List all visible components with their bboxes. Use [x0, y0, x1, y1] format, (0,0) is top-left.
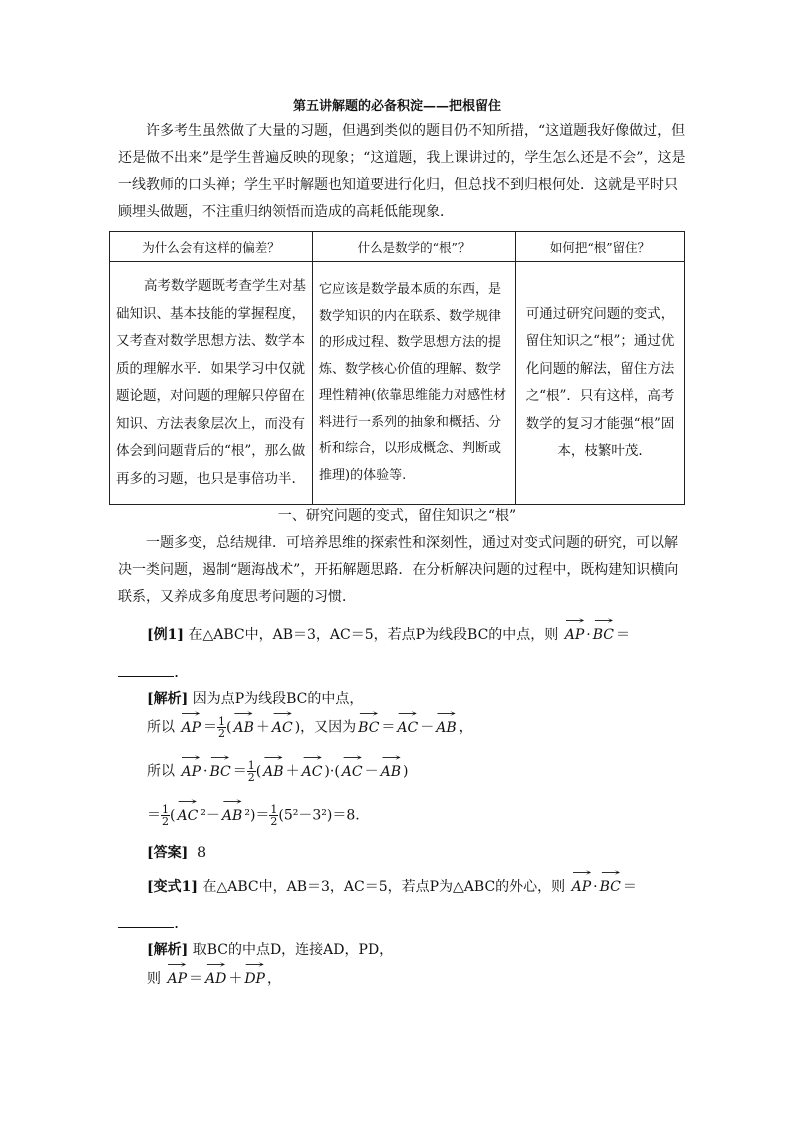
vector-bc: → BC	[356, 720, 381, 736]
answer-blank: .	[118, 662, 179, 681]
vector-ac: → AC	[395, 720, 420, 736]
analysis-line: ＝ $\frac{1}{2}$ (→ AC ²－→ AB ²)＝ $\frac{1}{2}$ (5²－3²)＝8.	[147, 804, 360, 827]
fraction-half: $\frac{1}{2}$	[247, 759, 255, 784]
table-cell: 可通过研究问题的变式，留住知识之“根”；通过优化问题的解法，留住方法之“根”．只有这样，高考数学的复习才能强“根”固本，枝繁叶茂.	[516, 262, 685, 505]
vector-ab: → AB	[379, 764, 403, 780]
vector-ap: → AP	[179, 764, 203, 780]
vector-ap: → AP	[179, 720, 203, 736]
analysis-text: 取BC的中点D，连接AD，PD，	[192, 942, 394, 958]
vector-bc: → BC	[598, 879, 623, 895]
so-text: 所以	[147, 719, 175, 736]
section-heading: 一、研究问题的变式，留住知识之“根”	[277, 508, 517, 524]
variant-text: 在△ABC中，AB＝3，AC＝5，若点P为△ABC的外心，则	[202, 879, 566, 895]
vector-bc: → BC	[591, 627, 616, 643]
analysis-tag: [解析]	[147, 942, 189, 958]
vector-ad: → AD	[203, 971, 228, 987]
example-text: 在△ABC中，AB＝3，AC＝5，若点P为线段BC的中点，则	[188, 627, 559, 643]
table-cell: 它应该是数学最本质的东西，是数学知识的内在联系、数学规律的形成过程、数学思想方法的提炼、数学核心价值的理解、数学理性精神(依靠思维能力对感性材料进行一系列的抽象和概括、分析和综合，以形成概念、判断或推理)的体验等.	[313, 262, 516, 505]
table-header: 为什么会有这样的偏差？	[110, 232, 313, 262]
analysis-line: 所以 → AP ＝ $\frac{1}{2}$ (→ AB ＋→ AC )，又因为→ BC ＝→ AC －→ AB ，	[147, 716, 473, 739]
vector-dp: → DP	[242, 971, 267, 987]
vector-ap: → AP	[165, 971, 189, 987]
intro-paragraph: 许多考生虽然做了大量的习题，但遇到类似的题目仍不知所措，“这道题我好像做过，但还是做不出来”是学生普遍反映的现象；“这道题，我上课讲过的，学生怎么还是不会”，这是一线教师的口头禅；学生平时解题也知道要进行化归，但总找不到归根何处．这就是平时只顾埋头做题，不注重归纳领悟而造成的高耗低能现象．	[118, 123, 686, 220]
vector-ab: → AB	[220, 808, 244, 824]
because-text: ，又因为	[300, 719, 357, 736]
example-tag: [例1]	[147, 627, 184, 643]
section-paragraph: 一题多变，总结规律．可培养思维的探索性和深刻性，通过对变式问题的研究，可以解决一类问题，遏制“题海战术”，开拓解题思路．在分析解决问题的过程中，既构建知识横向联系，又养成多角度思考问题的习惯．	[118, 535, 679, 605]
variant-tag: [变式1]	[147, 879, 198, 895]
numeric-expression: (5²－3²)	[278, 807, 333, 824]
result-text: ＝8.	[332, 807, 360, 824]
table-header-row	[110, 232, 685, 262]
vector-bc: → BC	[207, 764, 232, 780]
fraction-half: $\frac{1}{2}$	[270, 803, 278, 828]
analysis-line	[147, 688, 363, 708]
then-text: 则	[147, 971, 161, 987]
fraction-half: $\frac{1}{2}$	[162, 803, 169, 828]
fraction-half: $\frac{1}{2}$	[217, 715, 225, 740]
answer-tag: [答案]	[147, 845, 189, 861]
so-text: 所以	[147, 763, 175, 780]
page-title: 第五讲解题的必备积淀——把根留住	[292, 99, 501, 114]
vector-ab: → AB	[261, 764, 285, 780]
table-row	[110, 262, 685, 505]
vector-ab: → AB	[434, 720, 458, 736]
answer-line	[147, 842, 206, 862]
vector-ac: → AC	[340, 764, 365, 780]
analysis-line: 所以 → AP ·→ BC ＝ $\frac{1}{2}$ (→ AB ＋→ AC )·(→ AC －→ AB )	[147, 760, 408, 783]
vector-ab: → AB	[231, 720, 255, 736]
example-stem: [例1] 在△ABC中，AB＝3，AC＝5，若点P为线段BC的中点，则 → AP ·→ BC ＝	[147, 624, 687, 644]
analysis-text: 因为点P为线段BC的中点，	[192, 691, 364, 707]
answer-blank: .	[118, 913, 179, 932]
comparison-table	[109, 231, 685, 505]
analysis-line	[147, 939, 393, 959]
variant-stem: [变式1] 在△ABC中，AB＝3，AC＝5，若点P为△ABC的外心，则 → AP ·→ BC ＝	[147, 876, 687, 896]
analysis-line: 则 → AP ＝→ AD ＋→ DP ，	[147, 968, 281, 988]
vector-ap: → AP	[570, 879, 594, 895]
vector-ac: → AC	[270, 720, 295, 736]
vector-ac: → AC	[300, 764, 325, 780]
vector-ac: → AC	[175, 808, 200, 824]
table-cell: 高考数学题既考查学生对基础知识、基本技能的掌握程度，又考查对数学思想方法、数学本质的理解水平．如果学习中仅就题论题，对问题的理解只停留在知识、方法表象层次上，而没有体会到问题背后的“根”，那么做再多的习题，也只是事倍功半.	[110, 262, 313, 505]
analysis-tag: [解析]	[147, 691, 189, 707]
vector-ap: → AP	[563, 627, 587, 643]
answer-value: 8	[197, 845, 207, 861]
table-header: 如何把“根”留住？	[516, 232, 685, 262]
table-header: 什么是数学的“根”？	[313, 232, 516, 262]
